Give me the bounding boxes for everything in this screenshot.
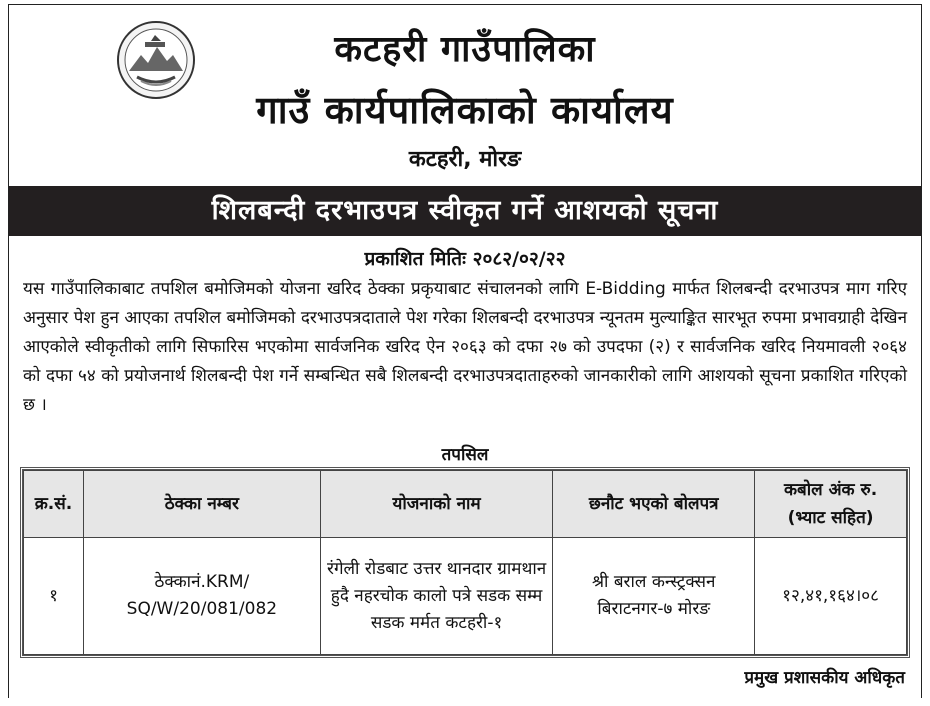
table-header-row	[24, 471, 907, 538]
cell-contract-no: ठेक्कानं.KRM/ SQ/W/20/081/082	[83, 538, 320, 655]
published-date: प्रकाशित मितिः २०८२/०२/२२	[364, 248, 566, 270]
header-sn: क्र.सं.	[24, 471, 84, 538]
header-amount-line1: कबोल अंक रु.	[783, 480, 878, 500]
cell-project-name: रंगेली रोडबाट उत्तर थानदार ग्रामथान हुदै नहरचोक कालो पत्रे सडक सम्म सडक मर्मत कटहरी-१	[320, 538, 553, 655]
cell-selected-bidder: श्री बराल कन्स्ट्रक्सन बिराटनगर-७ मोरङ	[553, 538, 755, 655]
notice-page	[8, 4, 922, 698]
details-title: तपसिल	[441, 445, 489, 465]
signature-title: प्रमुख प्रशासकीय अधिकृत	[744, 668, 905, 688]
notice-body: यस गाउँपालिकाबाट तपशिल बमोजिमको योजना खरिद ठेक्का प्रकृयाबाट संचालनको लागि E-Bidding मार्फत शिलबन्दी दरभाउपत्र माग गरिए अनुसार पेश हुन आएका तपशिल बमोजिमको दरभाउपत्रदाताले पेश गरेका शिलबन्दी दरभाउपत्र न्यूनतम मुल्याङ्कित सारभूत रुपमा प्रभावग्राही देखिन आएकोले स्वीकृतीको लागि सिफारिस भएकोमा सार्वजनिक खरिद ऐन २०६३ को दफा २७ को उपदफा (२) र सार्वजनिक खरिद नियमावली २०६४ को दफा ५४ को प्रयोजनार्थ शिलबन्दी पेश गर्ने सम्बन्धित सबै शिलबन्दी दरभाउपत्रदाताहरुको जानकारीको लागि आशयको सूचना प्रकाशित गरिएको छ ।	[23, 279, 907, 415]
header-selected-bidder: छनौट भएको बोलपत्र	[553, 471, 755, 538]
header-contract-no: ठेक्का नम्बर	[83, 471, 320, 538]
header-amount-line2: (भ्याट सहित)	[787, 508, 874, 528]
office-name: गाउँ कार्यपालिकाको कार्यालय	[256, 88, 674, 132]
header-project-name: योजनाको नाम	[320, 471, 553, 538]
municipality-name: कटहरी गाउँपालिका	[334, 29, 596, 70]
table-row	[24, 538, 907, 655]
notice-title: शिलबन्दी दरभाउपत्र स्वीकृत गर्ने आशयको सूचना	[9, 186, 921, 236]
cell-amount: १२,४१,१६४।०८	[755, 538, 907, 655]
office-address: कटहरी, मोरङ	[408, 147, 522, 172]
details-table	[23, 470, 907, 655]
cell-sn: १	[24, 538, 84, 655]
header-amount	[755, 471, 907, 538]
